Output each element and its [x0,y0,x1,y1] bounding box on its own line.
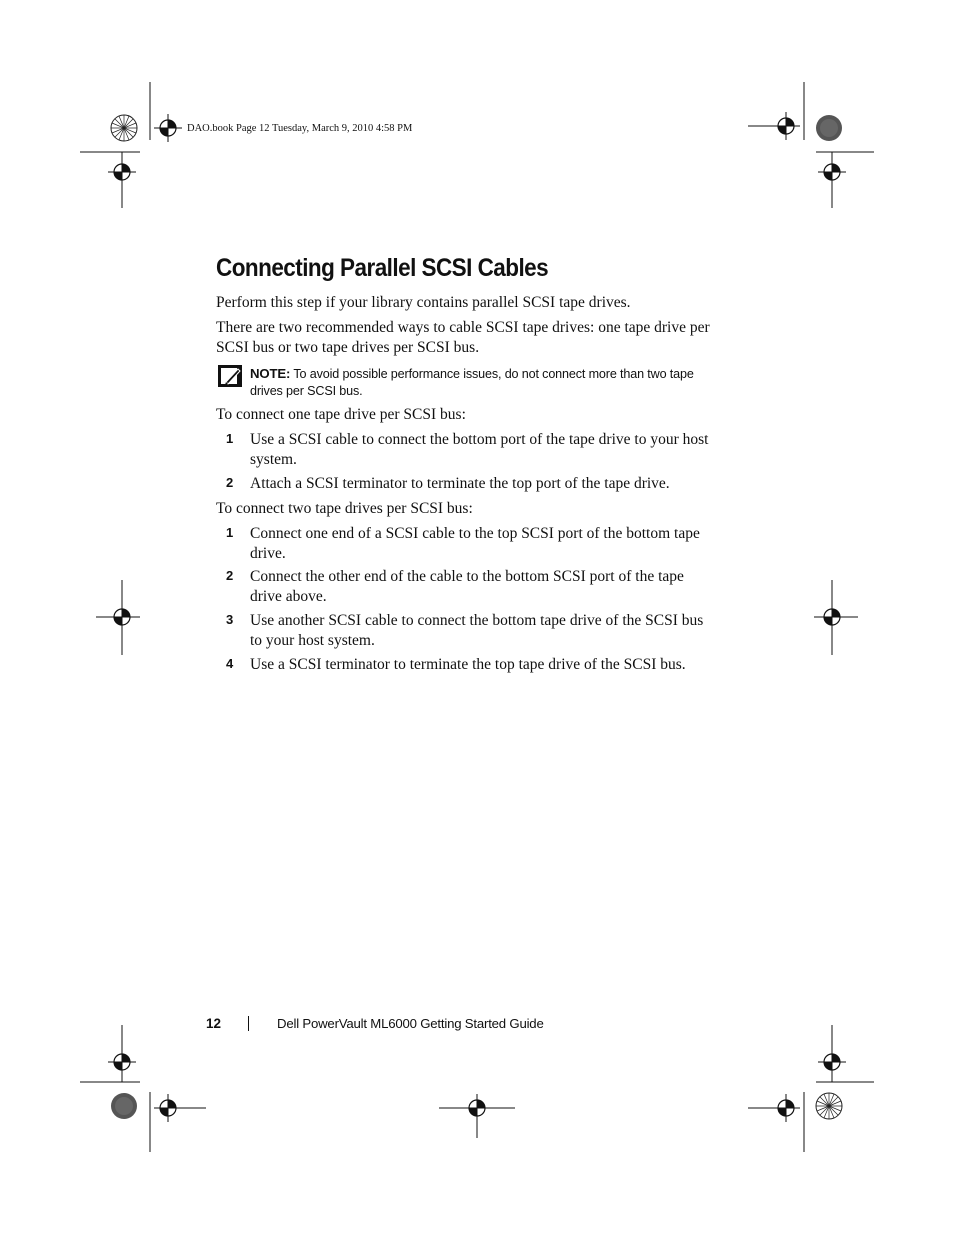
footer-guide-title: Dell PowerVault ML6000 Getting Started Guide [277,1016,544,1031]
step-number: 3 [226,612,234,627]
registration-mark-icon [154,1094,206,1122]
page-number: 12 [206,1016,222,1031]
registration-mark-icon [108,1048,136,1076]
step-number: 2 [226,475,234,490]
registration-mark-icon [154,114,182,142]
note-label: NOTE: [250,366,291,381]
print-slug: DAO.book Page 12 Tuesday, March 9, 2010 4:58 PM [187,123,413,134]
crop-mark-bottom-right [804,1025,874,1152]
starburst-target-icon [816,1093,842,1119]
note-text: To avoid possible performance issues, do not connect more than two tape drives per SCSI bus. [250,367,694,398]
intro-paragraph: Perform this step if your library contains parallel SCSI tape drives. [216,294,631,311]
registration-mark-icon [439,1094,515,1138]
step-number: 2 [226,568,234,583]
gray-halftone-target-icon [816,115,842,141]
crop-mark-top-left [80,82,150,208]
registration-mark-icon [818,603,846,631]
note-callout [250,365,720,400]
step-text: Attach a SCSI terminator to terminate the top port of the tape drive. [250,475,670,492]
registration-mark-icon [818,1048,846,1076]
one-drive-lead: To connect one tape drive per SCSI bus: [216,406,466,423]
step-text: Use a SCSI terminator to terminate the top tape drive of the SCSI bus. [250,656,686,673]
crop-mark-bottom-left [80,1025,150,1152]
registration-mark-icon [108,603,136,631]
page-title: Connecting Parallel SCSI Cables [216,254,549,282]
step-text: Connect the other end of the cable to the bottom SCSI port of the tape drive above. [250,568,684,605]
footer-divider [248,1016,249,1031]
gray-halftone-target-icon [111,1093,137,1119]
registration-mark-icon [748,112,800,140]
step-text: Connect one end of a SCSI cable to the top SCSI port of the bottom tape drive. [250,525,700,562]
step-text: Use a SCSI cable to connect the bottom port of the tape drive to your host system. [250,431,709,468]
step-text: Use another SCSI cable to connect the bottom tape drive of the SCSI bus to your host system. [250,612,704,649]
registration-mark-icon [108,158,136,186]
step-number: 4 [226,656,234,671]
step-number: 1 [226,431,234,446]
crop-mark-top-right [804,82,874,208]
note-pencil-icon [218,365,242,387]
step-number: 1 [226,525,234,540]
cabling-ways-paragraph: There are two recommended ways to cable SCSI tape drives: one tape drive per SCSI bus or two tape drives per SCSI bus. [216,319,710,356]
starburst-target-icon [111,115,137,141]
two-drives-lead: To connect two tape drives per SCSI bus: [216,500,473,517]
registration-mark-icon [748,1094,800,1122]
registration-mark-icon [818,158,846,186]
